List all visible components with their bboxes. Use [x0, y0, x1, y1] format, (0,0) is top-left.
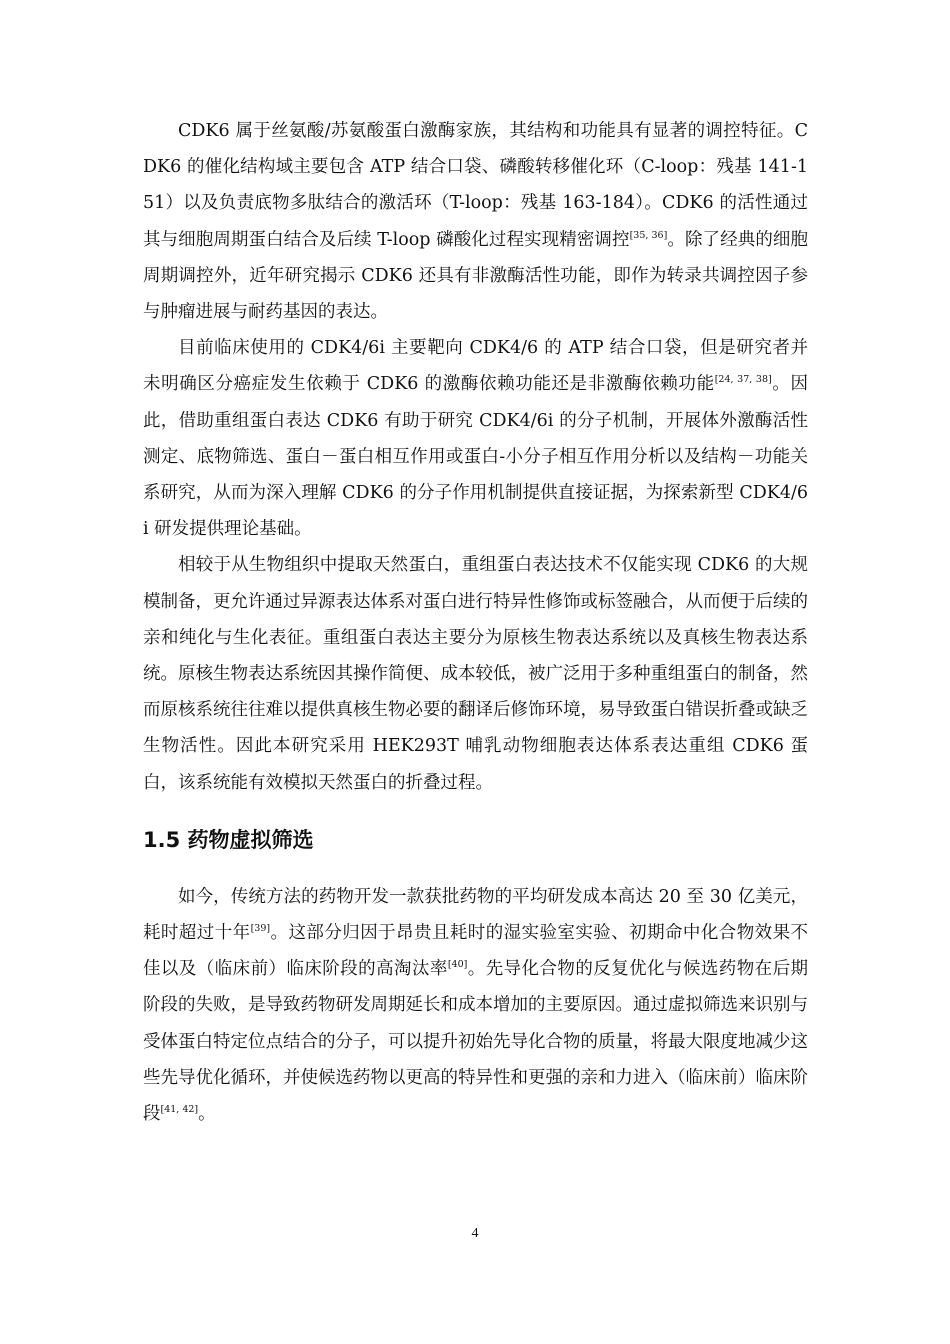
paragraph-recombinant-expression: [143, 547, 808, 800]
citation: [41, 42]: [160, 1104, 199, 1116]
paragraph-cdk6-structure: [143, 113, 808, 330]
text-segment: 目前临床使用的 CDK4/6i 主要靶向 CDK4/6 的 ATP 结合口袋，但是研究者并未明确区分癌症发生依赖于 CDK6 的激酶依赖功能还是非激酶依赖功能: [143, 338, 808, 395]
page-number: 4: [471, 1226, 479, 1241]
text-segment: 。: [198, 1104, 216, 1125]
text-segment: 。因此，借助重组蛋白表达 CDK6 有助于研究 CDK4/6i 的分子机制，开展体外激酶活性测定、底物筛选、蛋白－蛋白相互作用或蛋白-小分子相互作用分析以及结构－功能关系研究，从而为深入理解 CDK6 的分子作用机制提供直接证据，为探索新型 CDK4/6i 研发提供理论基础。: [143, 374, 808, 540]
citation: [24, 37, 38]: [714, 374, 772, 386]
citation: [35, 36]: [629, 229, 668, 241]
text-segment: 相较于从生物组织中提取天然蛋白，重组蛋白表达技术不仅能实现 CDK6 的大规模制备，更允许通过异源表达体系对蛋白进行特异性修饰或标签融合，从而便于后续的亲和纯化与生化表征。重组蛋白表达主要分为原核生物表达系统以及真核生物表达系统。原核生物表达系统因其操作简便、成本较低，被广泛用于多种重组蛋白的制备，然而原核系统往往难以提供真核生物必要的翻译后修饰环境，易导致蛋白错误折叠或缺乏生物活性。因此本研究采用 HEK293T 哺乳动物细胞表达体系表达重组 CDK6 蛋白，该系统能有效模拟天然蛋白的折叠过程。: [143, 555, 808, 793]
paragraph-virtual-screening: [143, 879, 808, 1132]
text-segment: CDK6 属于丝氨酸/苏氨酸蛋白激酶家族，其结构和功能具有显著的调控特征。CDK6 的催化结构域主要包含 ATP 结合口袋、磷酸转移催化环（C-loop：残基 141-151）以及负责底物多肽结合的激活环（T-loop：残基 163-184）。CDK6 的活性通过其与细胞周期蛋白结合及后续 T-loop 磷酸化过程实现精密调控: [143, 121, 808, 250]
citation: [40]: [447, 959, 468, 971]
text-segment: 。这部分归因于昂贵且耗时的湿实验室实验、初期命中化合物效果不佳以及（临床前）临床阶段的高淘汰率: [143, 923, 809, 980]
text-segment: 如今，传统方法的药物开发一款获批药物的平均研发成本高达 20 至 30 亿美元，耗时超过十年: [143, 886, 808, 944]
section-heading: 1.5 药物虚拟筛选: [143, 827, 314, 852]
page-body: [143, 113, 808, 1132]
paragraph-cdk46i-clinical: [143, 330, 808, 547]
text-segment: 。除了经典的细胞周期调控外，近年研究揭示 CDK6 还具有非激酶活性功能，即作为转录共调控因子参与肿瘤进展与耐药基因的表达。: [143, 229, 808, 323]
citation: [39]: [250, 923, 271, 935]
text-segment: 。先导化合物的反复优化与候选药物在后期阶段的失败，是导致药物研发周期延长和成本增加的主要原因。通过虚拟筛选来识别与受体蛋白特定位点结合的分子，可以提升初始先导化合物的质量，将最大限度地减少这些先导优化循环，并使候选药物以更高的特异性和更强的亲和力进入（临床前）临床阶段: [143, 959, 808, 1125]
